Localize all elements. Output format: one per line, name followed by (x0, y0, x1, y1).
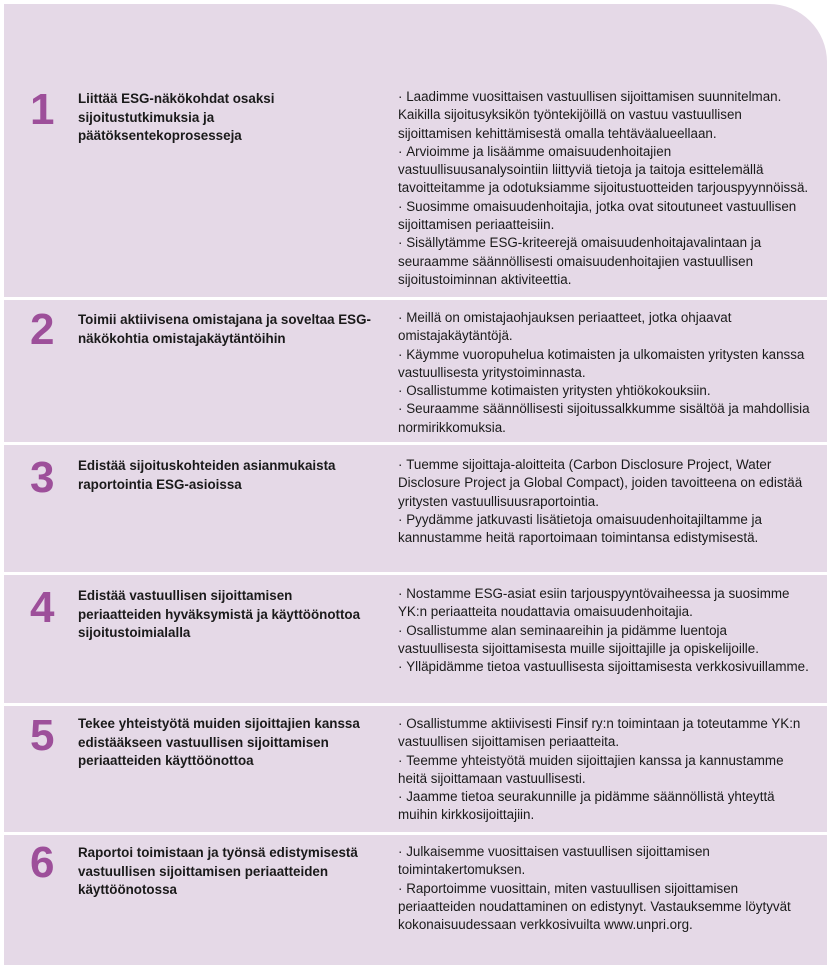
principle-row-6 (4, 835, 827, 965)
action-item: · Jaamme tietoa seurakunnille ja pidämme säännöllistä yhteyttä muihin kirkkosijoittajiin. (398, 788, 810, 825)
principle-title: Edistää sijoituskohteiden asianmukaista raportointia ESG-asioissa (78, 458, 336, 492)
action-item: · Seuraamme säännöllisesti sijoitussalkkumme sisältöä ja mahdollisia normirikkomuksia. (398, 400, 810, 437)
action-item: · Ylläpidämme tietoa vastuullisesta sijoittamisesta verkkosivuillamme. (398, 658, 810, 676)
principle-title: Toimii aktiivisena omistajana ja soveltaa ESG-näkökohtia omistajakäytäntöihin (78, 312, 371, 346)
principle-title: Edistää vastuullisen sijoittamisen periaatteiden hyväksymistä ja käyttöönottoa sijoitustoimialalla (78, 588, 361, 640)
action-item: · Laadimme vuosittaisen vastuullisen sijoittamisen suunnitelman. Kaikilla sijoitusyksikön työntekijöillä on vastuu vastuullisen sijoittamisen kehittämisestä omalla tehtäväalueellaan. (398, 88, 810, 143)
action-item: · Osallistumme aktiivisesti Finsif ry:n toimintaan ja toteutamme YK:n vastuullisen sijoittamisen periaatteita. (398, 715, 810, 752)
principles-panel (4, 4, 827, 965)
principle-number: 6 (30, 838, 55, 887)
principle-title: Tekee yhteistyötä muiden sijoittajien kanssa edistääkseen vastuullisen sijoittamisen periaatteiden käyttöönottoa (78, 716, 360, 768)
principle-row-2 (4, 300, 827, 445)
action-list (398, 843, 810, 934)
action-item: · Raportoimme vuosittain, miten vastuullisen sijoittamisen periaatteiden noudattaminen on edistynyt. Vastauksemme löytyvät kokonaisuudessaan verkkosivuilta www.unpri.org. (398, 880, 810, 935)
principle-number: 3 (30, 453, 55, 502)
principle-row-5 (4, 706, 827, 835)
action-item: · Käymme vuoropuhelua kotimaisten ja ulkomaisten yritysten kanssa vastuullisesta yritystoiminnasta. (398, 346, 810, 383)
action-list (398, 456, 810, 547)
action-item: · Arvioimme ja lisäämme omaisuudenhoitajien vastuullisuusanalysointiin liittyviä tietoja ja taitoja esittelemällä tavoitteitamme ja odotuksiamme sijoitustuotteiden tarjouspyynnöissä. (398, 143, 810, 198)
action-list (398, 88, 810, 289)
action-list (398, 309, 810, 437)
principle-row-1 (4, 4, 827, 300)
action-item: · Sisällytämme ESG-kriteerejä omaisuudenhoitajavalintaan ja seuraamme säännöllisesti omaisuudenhoitajien vastuullisen sijoitustoiminnan aktiviteettia. (398, 234, 810, 289)
action-item: · Pyydämme jatkuvasti lisätietoja omaisuudenhoitajiltamme ja kannustamme heitä raportoimaan toimintansa edistymisestä. (398, 511, 810, 548)
action-list (398, 715, 810, 825)
action-item: · Nostamme ESG-asiat esiin tarjouspyyntövaiheessa ja suosimme YK:n periaatteita noudattavia omaisuudenhoitajia. (398, 585, 810, 622)
action-list (398, 585, 810, 676)
principle-row-3 (4, 445, 827, 575)
action-item: · Tuemme sijoittaja-aloitteita (Carbon Disclosure Project, Water Disclosure Project ja Global Compact), joiden tavoitteena on edistää yritysten vastuullisuusraportointia. (398, 456, 810, 511)
action-item: · Suosimme omaisuudenhoitajia, jotka ovat sitoutuneet vastuullisen sijoittamisen periaatteisiin. (398, 198, 810, 235)
action-item: · Julkaisemme vuosittaisen vastuullisen sijoittamisen toimintakertomuksen. (398, 843, 810, 880)
action-item: · Osallistumme kotimaisten yritysten yhtiökokouksiin. (398, 382, 810, 400)
principle-title: Liittää ESG-näkökohdat osaksi sijoitustutkimuksia ja päätöksentekoprosesseja (78, 91, 275, 143)
principle-number: 5 (30, 711, 55, 760)
principle-number: 4 (30, 583, 55, 632)
action-item: · Teemme yhteistyötä muiden sijoittajien kanssa ja kannustamme heitä sijoittamaan vastuullisesti. (398, 752, 810, 789)
principle-title: Raportoi toimistaan ja työnsä edistymisestä vastuullisen sijoittamisen periaatteiden käyttöönotossa (78, 845, 358, 897)
principle-number: 1 (30, 85, 55, 134)
action-item: · Meillä on omistajaohjauksen periaatteet, jotka ohjaavat omistajakäytäntöjä. (398, 309, 810, 346)
action-item: · Osallistumme alan seminaareihin ja pidämme luentoja vastuullisesta sijoittamisesta muille sijoittajille ja opiskelijoille. (398, 622, 810, 659)
principle-row-4 (4, 575, 827, 706)
principle-number: 2 (30, 305, 55, 354)
